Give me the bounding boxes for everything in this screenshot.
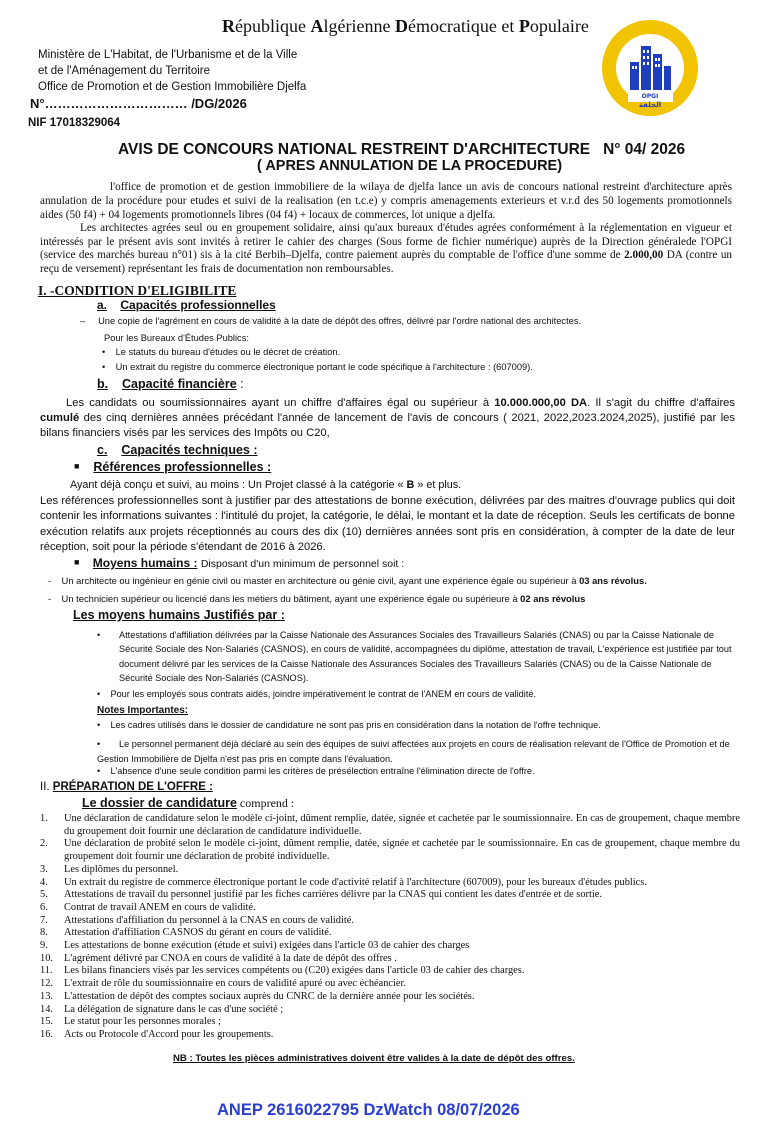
financial-text-2: . Il s'agit du chiffre d'affaires [587,397,736,409]
section-1-title: I. -CONDITION D'ELIGIBILITE [38,283,237,298]
justified-item-1-text: Attestations d'affiliation délivrées par la Caisse Nationale des Assurances Sociales des Travailleurs Salariés (CNAS) ou par la Caisse Nationale de Sécurité Sociale des Non-Salariés (CASNOS), en cours de validité, accompagnées du diplôme, attestation de travail, L'expérience est justifiée par tout document délivré par les services de la Caisse Nationale des Assurances Sociales des Travailleurs Salariés (CNAS) ou de la Caisse Nationale de Sécurité Sociale des Non-Salariés (CASNOS). [119,630,732,683]
notice-title-main: AVIS DE CONCOURS NATIONAL RESTREINT D'ARCHITECTURE [118,141,591,158]
dash-bullet: – [80,316,86,326]
dossier-item-number: 5. [40,889,48,901]
dossier-list-item [40,838,740,863]
notice-number: N° 04/ 2026 [603,141,686,158]
dossier-item-text: Les attestations de bonne exécution (étude et suivi) exigées dans l'article 03 de cahier des charges [64,940,470,952]
section-2-label: PRÉPARATION DE L'OFFRE : [52,781,213,793]
dossier-list-item [40,1004,740,1017]
a-item-4 [102,362,533,372]
dossier-item-text: Les bilans financiers visés par les services compétents ou (C20) exigées dans l'article 03 de cahier des charges. [64,965,525,977]
section-2-numeral: II. [40,781,50,793]
references-text-2: » et plus. [417,479,462,491]
dossier-list-item [40,940,740,953]
opgi-djelfa-logo [600,18,700,118]
subsection-a-letter: a. [97,298,108,312]
republic-heading: République Algérienne Démocratique et Populaire [222,16,589,36]
dossier-item-number: 8. [40,927,48,939]
dossier-item-number: 14. [40,1003,53,1015]
note-item-2-text: Le personnel permanent déjà déclaré au sein des équipes de suivi affectées aux projets en cours de réalisation relevant de l'Office de Promotion et de Gestion Immobilière de Djelfa n'est pas pris en compte dans l'évaluation. [97,739,730,764]
financial-cumulative: cumulé [40,412,80,424]
financial-capacity-paragraph [40,396,735,441]
dossier-item-number: 9. [40,940,48,952]
dossier-item-text: Acts ou Protocole d'Accord pour les groupements. [64,1028,274,1040]
dossier-list-item [40,877,740,890]
intro-text-1: l'office de promotion et de gestion immobiliere de la wilaya de djelfa lance un avis de concours national restreint d'architecture après annulation de la procédure pour etudes et suivi de la realisation (en t.c.e) y compris amenagements exterieurs et v.r.d des 50 logements promotionnels aides (50 f4) + 04 logements promotionnels libres (04 f4) + locaux de commerces, lot unique a djelfa. [40,181,732,221]
dossier-list-item [40,889,740,902]
dossier-item-number: 3. [40,863,48,875]
note-item-1 [97,720,601,730]
human-resources-label: Moyens humains : [92,556,198,570]
dossier-label: Le dossier de candidature [82,796,237,810]
dossier-item-number: 13. [40,990,53,1002]
note-item-1-text: Les cadres utilisés dans le dossier de candidature ne sont pas pris en considération dans la notation de l'offre technique. [110,720,601,730]
bullet: • [97,689,101,699]
dossier-item-number: 6. [40,901,48,913]
notes-title: Notes Importantes: [97,705,189,716]
bullet: • [102,362,106,372]
dossier-list-item [40,965,740,978]
dossier-list-item [40,953,740,966]
subsection-b-label: Capacité financière [122,377,237,391]
anep-reference: ANEP 2616022795 DzWatch 08/07/2026 [217,1101,520,1119]
bullet: • [97,739,101,749]
ministry-block [38,47,306,95]
subsection-c-label: Capacités techniques : [121,443,258,457]
dossier-list-item [40,864,740,877]
human-resources-title [74,556,404,570]
dossier-item-text: La délégation de signature dans le cas d'une société ; [64,1003,284,1015]
subsection-a-label: Capacités professionnelles [120,298,276,312]
references-label: Références professionnelles : [93,460,272,474]
ministry-line-3: Office de Promotion et de Gestion Immobilière Djelfa [38,81,307,93]
justified-item-1 [97,628,739,685]
human-item-2-text: Un technicien supérieur ou licencié dans les métiers du bâtiment, ayant une expérience égale ou supérieure à [61,593,518,604]
note-item-3 [97,766,535,776]
dash-bullet: - [48,575,52,586]
dossier-item-text: L'attestation de dépôt des comptes sociaux auprès du CNRC de la dernière année pour les sociétés. [64,990,475,1002]
notice-title [118,141,685,159]
justified-item-2 [97,689,536,699]
bullet: • [97,766,101,776]
a-item-3-text: Le statuts du bureau d'études ou le décret de création. [115,347,341,357]
dossier-item-text: Une déclaration de probité selon le modèle ci-joint, dûment remplie, datée, signée et cachetée par le soumissionnaire. En cas de groupement, chaque membre du groupement doit fournir une déclaration de probité individuelle. [64,838,740,863]
dossier-item-number: 11. [40,965,53,977]
nb-note: NB : Toutes les pièces administratives doivent être valides à la date de dépôt des offres. [173,1053,575,1064]
dossier-item-text: Un extrait du registre de commerce électronique portant le code d'activité relatif à l'architecture (607009), pour les bureaux d'études publics. [64,876,647,888]
subsection-c-title [97,443,258,457]
note-item-3-text: L'absence d'une seule condition parmi les critères de présélection entraîne l'élimination directe de l'offre. [110,766,535,776]
bullet: • [97,630,101,640]
a-item-2: Pour les Bureaux d'Études Publics: [104,333,249,343]
dash-bullet: - [48,593,52,604]
a-item-3 [102,347,340,357]
section-2-title [40,781,213,793]
dossier-list-item [40,927,740,940]
human-item-1-text: Un architecte ou ingénieur en génie civil ou master en architecture ou génie civil, ayant une expérience égale ou supérieur à [61,575,577,586]
dossier-item-text: L'agrément délivré par CNOA en cours de validité à la date de dépôt des offres . [64,952,397,964]
ministry-line-1: Ministère de L'Habitat, de l'Urbanisme et de la Ville [38,49,298,61]
dossier-item-number: 2. [40,838,48,850]
logo-acronym: OPGI [641,93,659,100]
subsection-b-letter: b. [97,377,109,391]
intro-paragraph-1 [40,180,732,222]
dossier-list-item [40,902,740,915]
dossier-list-item [40,1029,740,1042]
intro-paragraph-2 [40,222,732,276]
dossier-item-text: Attestations de travail du personnel justifié par les fiches carrières délivre par la CNAS qui contient les dates d'entrée et de sortie. [64,889,602,901]
justified-item-2-text: Pour les employés sous contrats aidés, joindre impérativement le contrat de l'ANEM en cours de validité. [110,689,537,699]
financial-text-3: des cinq dernières années précédant l'année de lancement de l'avis de concours ( 2021, 2022,2023.2024,2025), justifié par les bilans financiers visés par les services des Impôts ou C20, [40,412,735,439]
subsection-a-title [97,298,276,312]
a-item-4-text: Un extrait du registre du commerce électronique portant le code spécifique à l'architecture : (607009). [115,362,533,372]
financial-text-1: Les candidats ou soumissionnaires ayant un chiffre d'affaires égal ou supérieur à [66,397,490,409]
dossier-list-item [40,813,740,838]
references-requirement [70,479,461,491]
ministry-line-2: et de l'Aménagement du Territoire [38,65,211,77]
intro-text-3: DA (contre un reçu de versement) représentant les frais de documentation non remboursables. [40,249,733,275]
dossier-item-text: Contrat de travail ANEM en cours de validité. [64,901,256,913]
dossier-item-number: 4. [40,876,48,888]
human-item-2 [48,593,585,604]
references-title [74,460,271,474]
notice-subtitle: ( APRES ANNULATION DE LA PROCEDURE) [257,158,563,174]
nif-number: NIF 17018329064 [28,117,121,129]
note-item-2 [97,737,743,766]
human-item-1 [48,575,647,586]
references-paragraph: Les références professionnelles sont à justifier par des attestations de bonne exécution, délivrées par des maitres d'ouvrage publics qui doit contenir les informations suivantes : l'intitulé du projet, la catégorie, le délai, le montant et la date de réception. Seuls les certificats de bonne exécution relatifs aux projets réceptionnés au cours des dix (10) dernières années sont pris en considération, à compter de la date de leur réception, soit pour la période s'étendant de 2016 à 2026. [40,495,735,554]
square-bullet: ■ [74,461,80,471]
intro-text-2: Les architectes agrées seul ou en groupement solidaire, ainsi qu'aux bureaux d'études agrées conformément à la réglementation en vigueur et intéressés par le présent avis sont invités à retirer le cahier des charges (Sous forme de fichier numérique) auprès de la Direction généralede l'OPGI (service des marchés bureau n°01) sis à la cité Berbih–Djelfa, contre paiement auprès du comptable de l'office d'une somme de [40,222,732,261]
dossier-title [82,796,294,811]
justified-title: Les moyens humains Justifiés par : [73,608,285,622]
logo-city: الجلفة [638,101,662,109]
dossier-item-number: 15. [40,1016,53,1028]
bullet: • [97,720,101,730]
dossier-item-number: 16. [40,1028,53,1040]
dossier-item-number: 10. [40,952,53,964]
subsection-b-title: b. Capacité financière : [97,377,244,391]
turnover-amount: 10.000.000,00 DA [494,397,588,409]
reference-number: N°…………………………… /DG/2026 [30,96,247,111]
a-item-1 [80,316,581,326]
dossier-list-item [40,991,740,1004]
dossier-list-item [40,915,740,928]
dossier-item-text: Une déclaration de candidature selon le modèle ci-joint, dûment remplie, datée, signée et cachetée par le soumissionnaire. En cas de groupement, chaque membre du groupement doit fournir une déclaration de candidature individuelle. [64,813,740,837]
human-resources-text: Disposant d'un minimum de personnel soit : [200,558,405,570]
dossier-item-text: Le statut pour les personnes morales ; [64,1016,221,1028]
dossier-item-text: Attestation d'affiliation CASNOS du gérant en cours de validité. [64,927,332,939]
dossier-item-text: Les diplômes du personnel. [64,863,179,875]
dossier-item-text: Attestations d'affiliation du personnel à la CNAS en cours de validité. [64,914,354,926]
dossier-list-item [40,978,740,991]
dossier-suffix: comprend : [239,796,295,810]
dossier-item-number: 7. [40,914,48,926]
category-value: B [406,479,415,491]
subsection-c-letter: c. [97,443,108,457]
dossier-item-text: L'extrait de rôle du soumissionnaire en cours de validité apuré ou avec échéancier. [64,978,407,990]
square-bullet: ■ [74,557,80,567]
human-item-1-experience: 03 ans révolus. [579,575,647,586]
dossier-list [40,813,740,1042]
bullet: • [102,347,106,357]
dossier-item-number: 12. [40,978,53,990]
dossier-item-number: 1. [40,813,48,824]
dossier-list-item [40,1016,740,1029]
references-text-1: Ayant déjà conçu et suivi, au moins : Un Projet classé à la catégorie « [70,479,404,491]
a-item-1-text: Une copie de l'agrément en cours de validité à la date de dépôt des offres, délivré par l'ordre national des architectes. [98,316,582,326]
document-fee: 2.000,00 [624,249,664,261]
human-item-2-experience: 02 ans révolus [520,593,586,604]
